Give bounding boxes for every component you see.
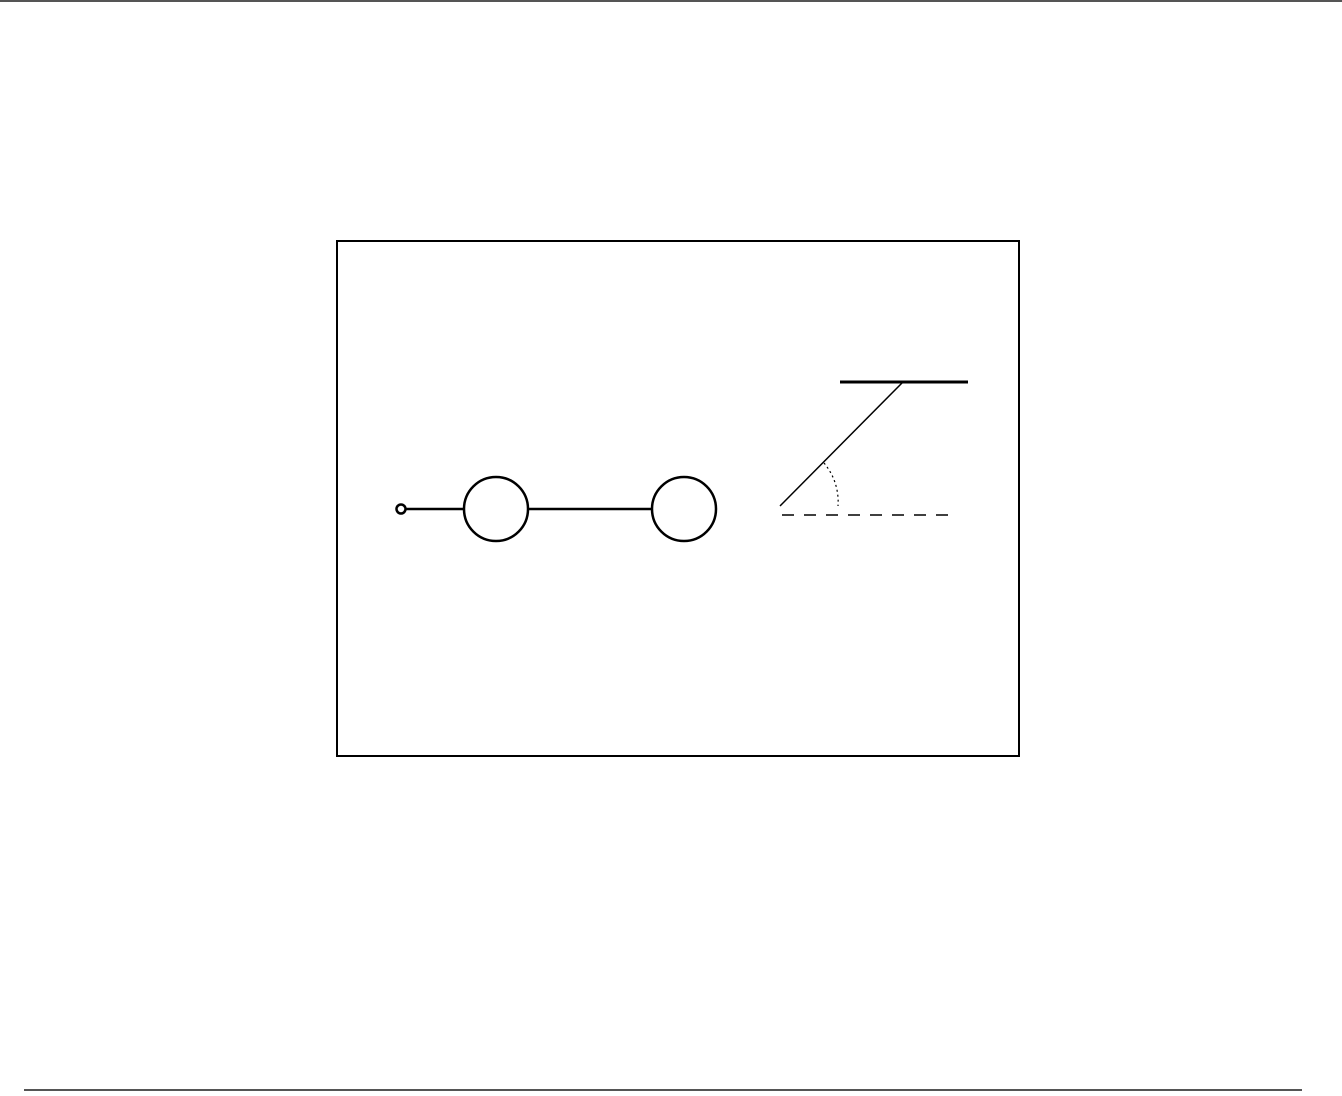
disk-right [652, 477, 716, 541]
fixed-axis-o [397, 505, 406, 514]
bottom-rule [24, 1089, 1302, 1091]
disk-left [464, 477, 528, 541]
rod-disk-system-diagram [338, 242, 1022, 759]
string [780, 383, 902, 506]
angle-theta-arc [824, 463, 838, 506]
top-rule [0, 0, 1342, 2]
figure-panel [336, 240, 1020, 757]
